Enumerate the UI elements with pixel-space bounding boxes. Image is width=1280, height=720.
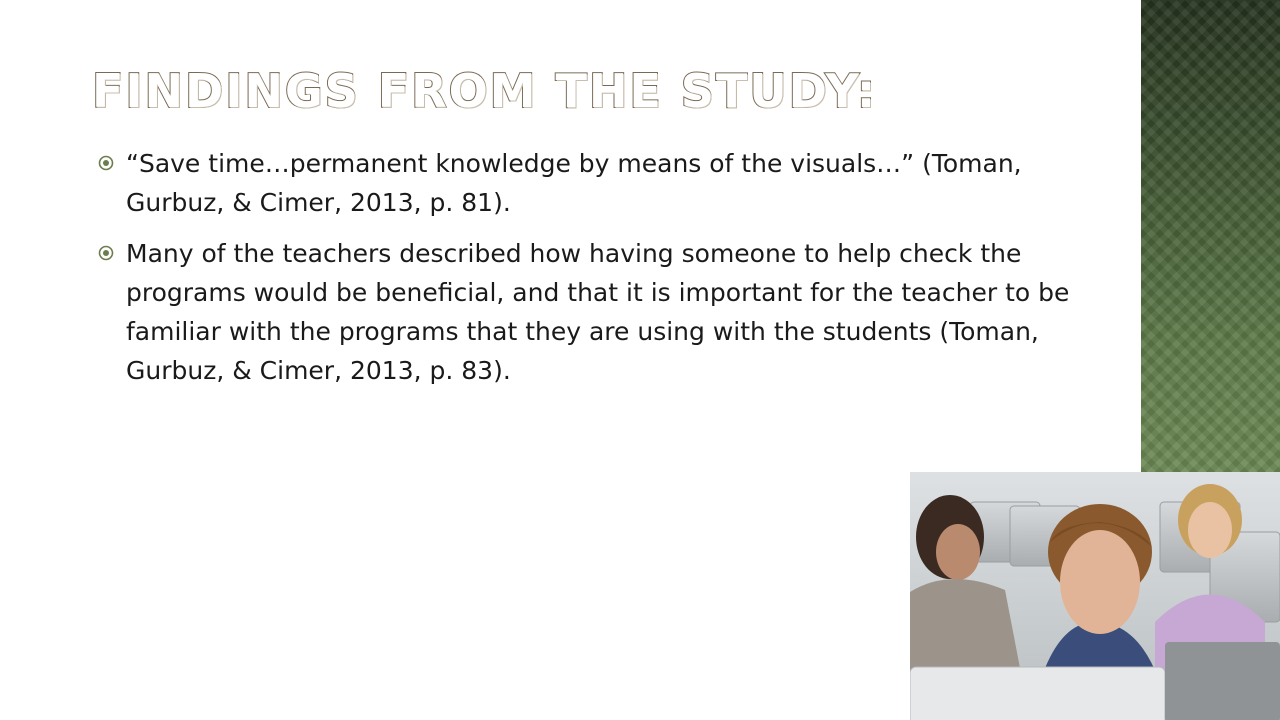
circle-dot-bullet-icon xyxy=(98,234,126,272)
students-at-computers-photo xyxy=(910,472,1280,720)
slide-title: FINDINGS FROM THE STUDY: xyxy=(92,64,878,118)
bullet-text: “Save time…permanent knowledge by means of the visuals…” (Toman, Gurbuz, & Cimer, 2013, p. 81). xyxy=(126,149,1022,217)
bullet-list xyxy=(98,144,1098,402)
bullet-item xyxy=(98,234,1098,390)
bullet-text: Many of the teachers described how having someone to help check the programs would be beneficial, and that it is important for the teacher to be familiar with the programs that they are using with the students (Toman, Gurbuz, & Cimer, 2013, p. 83). xyxy=(126,239,1070,385)
circle-dot-bullet-icon xyxy=(98,144,126,182)
bullet-item xyxy=(98,144,1098,222)
